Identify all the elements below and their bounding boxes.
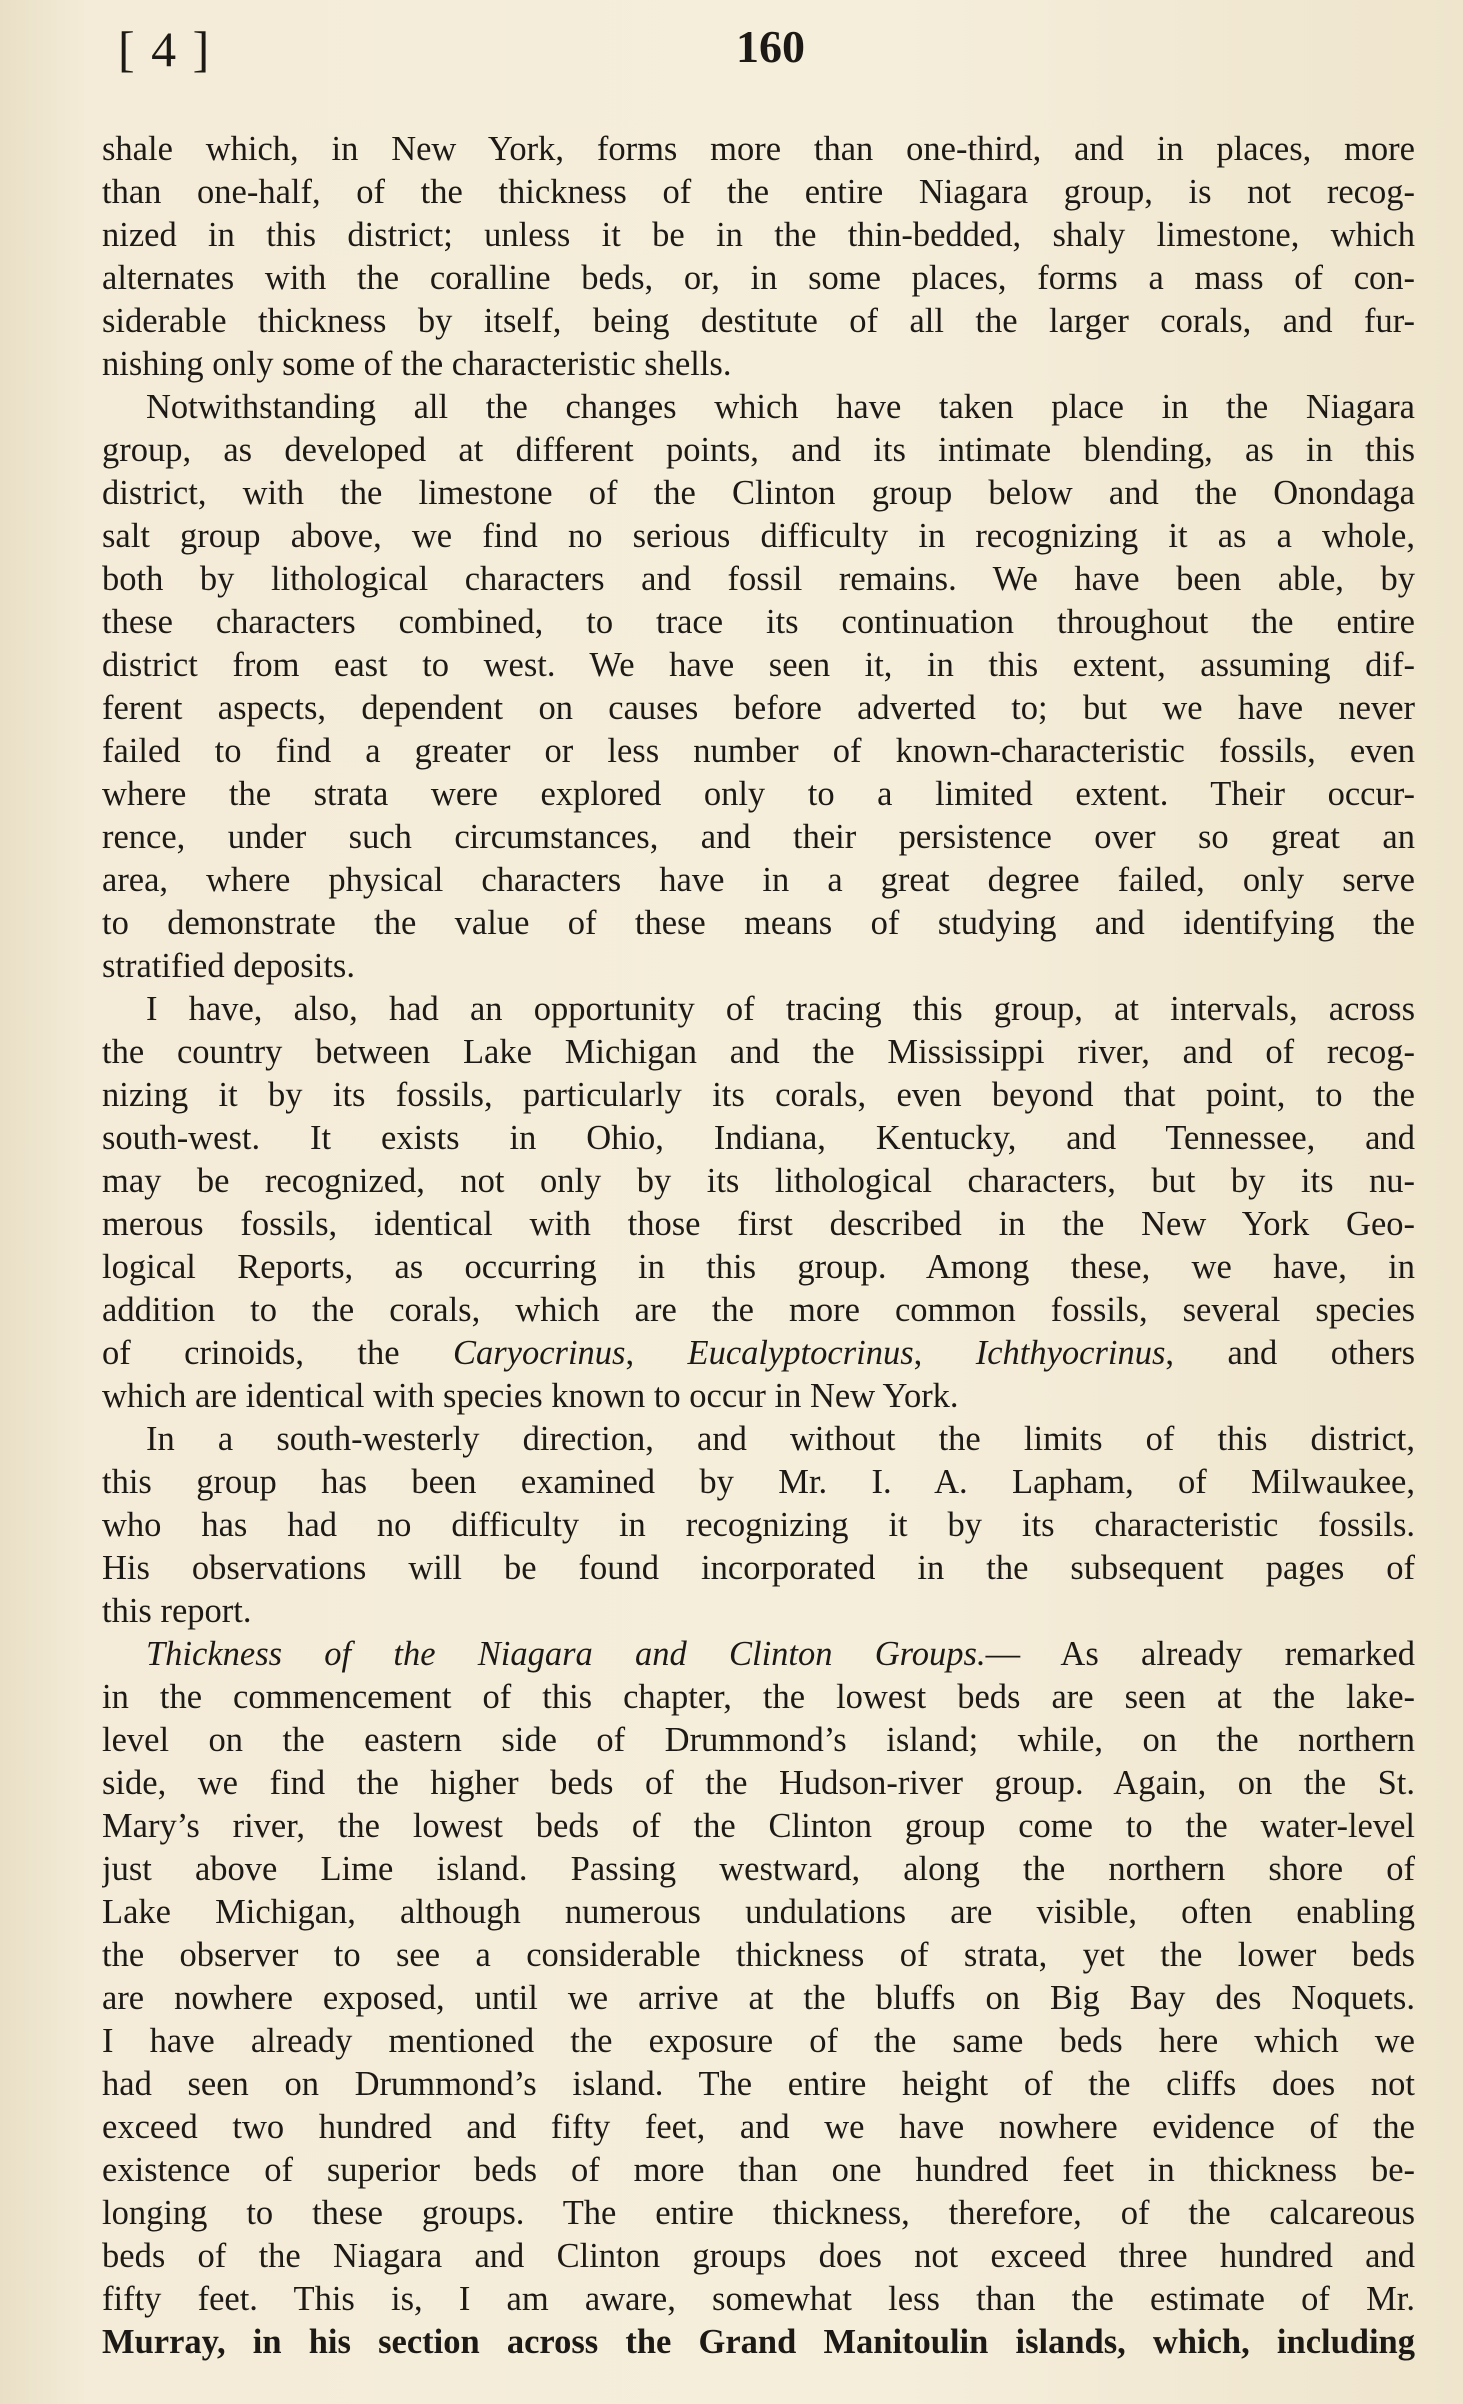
text-line: are nowhere exposed, until we arrive at the bluffs on Big Bay des Noquets. — [102, 1979, 1415, 2017]
page-number: 160 — [736, 21, 805, 72]
text-line: group, as developed at different points, and its intimate blending, as in this — [102, 431, 1415, 469]
text-line: stratified deposits. — [102, 947, 355, 985]
text-line: fifty feet. This is, I am aware, somewhat less than the estimate of Mr. — [102, 2280, 1415, 2318]
text-line: both by lithological characters and fossil remains. We have been able, by — [102, 560, 1415, 598]
italic-term: Caryocrinus — [452, 1334, 626, 1372]
text-line: nishing only some of the characteristic shells. — [102, 345, 732, 383]
text-line: Thickness of the Niagara and Clinton Groups.— As already remarked — [146, 1635, 1415, 1673]
body-text — [102, 128, 1415, 2364]
text-line: Mary’s river, the lowest beds of the Clinton group come to the water-level — [102, 1807, 1415, 1845]
text-line: had seen on Drummond’s island. The entire height of the cliffs does not — [102, 2065, 1415, 2103]
text-line: which are identical with species known to occur in New York. — [102, 1377, 959, 1415]
text-line: ferent aspects, dependent on causes before adverted to; but we have never — [102, 689, 1415, 727]
text-line: shale which, in New York, forms more than one-third, and in places, more — [102, 130, 1415, 168]
text-line: addition to the corals, which are the more common fossils, several species — [102, 1291, 1415, 1329]
text-line: than one-half, of the thickness of the entire Niagara group, is not recog- — [102, 173, 1415, 211]
text-line: logical Reports, as occurring in this group. Among these, we have, in — [102, 1248, 1415, 1286]
italic-term: Eucalyptocrinus — [687, 1334, 914, 1372]
text-line: failed to find a greater or less number of known-characteristic fossils, even — [102, 732, 1415, 770]
text-line: these characters combined, to trace its continuation throughout the entire — [102, 603, 1415, 641]
text-line: I have, also, had an opportunity of tracing this group, at intervals, across — [146, 990, 1415, 1028]
page-header — [0, 10, 1463, 90]
text-line: district, with the limestone of the Clinton group below and the Onondaga — [102, 474, 1415, 512]
text-line: Notwithstanding all the changes which have taken place in the Niagara — [146, 388, 1415, 426]
text-line: the observer to see a considerable thickness of strata, yet the lower beds — [102, 1936, 1415, 1974]
italic-term: Thickness of the Niagara and Clinton Groups. — [146, 1635, 986, 1673]
text-line: nizing it by its fossils, particularly its corals, even beyond that point, to the — [102, 1076, 1415, 1114]
text-line: exceed two hundred and fifty feet, and we have nowhere evidence of the — [102, 2108, 1415, 2146]
text-line: Murray, in his section across the Grand Manitoulin islands, which, including — [102, 2323, 1415, 2361]
text-line: district from east to west. We have seen it, in this extent, assuming dif- — [102, 646, 1415, 684]
text-line: who has had no difficulty in recognizing it by its characteristic fossils. — [102, 1506, 1415, 1544]
text-line: of crinoids, the Caryocrinus, Eucalyptocrinus, Ichthyocrinus, and others — [102, 1334, 1415, 1372]
text-line: nized in this district; unless it be in the thin-bedded, shaly limestone, which — [102, 216, 1415, 254]
text-line: just above Lime island. Passing westward, along the northern shore of — [102, 1850, 1415, 1888]
text-line: I have already mentioned the exposure of the same beds here which we — [102, 2022, 1415, 2060]
text-line: rence, under such circumstances, and their persistence over so great an — [102, 818, 1415, 856]
signature-mark: [ 4 ] — [118, 21, 212, 77]
text-line: Lake Michigan, although numerous undulations are visible, often enabling — [102, 1893, 1415, 1931]
italic-term: Ichthyocrinus — [975, 1334, 1166, 1372]
text-line: to demonstrate the value of these means of studying and identifying the — [102, 904, 1415, 942]
text-line: longing to these groups. The entire thickness, therefore, of the calcareous — [102, 2194, 1415, 2232]
text-line: this group has been examined by Mr. I. A. Lapham, of Milwaukee, — [102, 1463, 1415, 1501]
text-line: In a south-westerly direction, and without the limits of this district, — [146, 1420, 1415, 1458]
text-line: alternates with the coralline beds, or, in some places, forms a mass of con- — [102, 259, 1415, 297]
text-line: this report. — [102, 1592, 252, 1630]
text-line: the country between Lake Michigan and the Mississippi river, and of recog- — [102, 1033, 1415, 1071]
text-line: may be recognized, not only by its lithological characters, but by its nu- — [102, 1162, 1415, 1200]
text-line: south-west. It exists in Ohio, Indiana, Kentucky, and Tennessee, and — [102, 1119, 1415, 1157]
text-line: level on the eastern side of Drummond’s island; while, on the northern — [102, 1721, 1415, 1759]
text-line: salt group above, we find no serious difficulty in recognizing it as a whole, — [102, 517, 1415, 555]
text-line: side, we find the higher beds of the Hudson-river group. Again, on the St. — [102, 1764, 1415, 1802]
text-line: where the strata were explored only to a limited extent. Their occur- — [102, 775, 1415, 813]
text-line: siderable thickness by itself, being destitute of all the larger corals, and fur- — [102, 302, 1415, 340]
text-line: beds of the Niagara and Clinton groups does not exceed three hundred and — [102, 2237, 1415, 2275]
text-line: existence of superior beds of more than one hundred feet in thickness be- — [102, 2151, 1415, 2189]
text-line: in the commencement of this chapter, the lowest beds are seen at the lake- — [102, 1678, 1415, 1716]
text-line: area, where physical characters have in a great degree failed, only serve — [102, 861, 1415, 899]
text-line: merous fossils, identical with those first described in the New York Geo- — [102, 1205, 1415, 1243]
text-line: His observations will be found incorporated in the subsequent pages of — [102, 1549, 1415, 1587]
